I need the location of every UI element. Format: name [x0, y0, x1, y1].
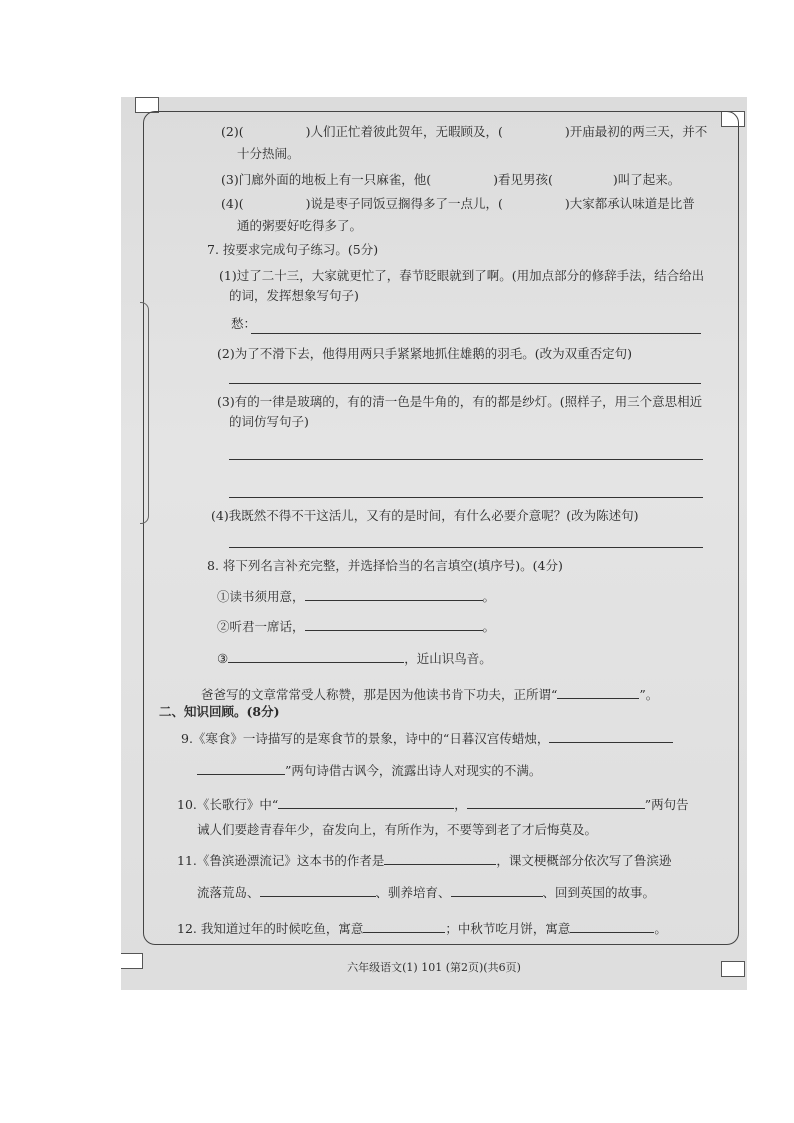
q7-s2-answer-line[interactable] — [229, 383, 701, 384]
q12: 12. 我知道过年的时候吃鱼，寓意 ；中秋节吃月饼，寓意 。 — [177, 921, 667, 936]
q6-item3: (3)门廊外面的地板上有一只麻雀，他( )看见男孩( )叫了起来。 — [221, 172, 681, 187]
q9-line1: 9.《寒食》一诗描写的是寒食节的景象，诗中的“日暮汉宫传蜡烛， — [181, 729, 673, 748]
section-2-title: 二、知识回顾。(8分) — [159, 704, 280, 719]
q6-item4-line2: 通的粥要好吃得多了。 — [237, 218, 363, 233]
q7-s3-answer-line-2[interactable] — [229, 497, 703, 498]
q7-s1-line1: (1)过了二十三，大家就更忙了，春节眨眼就到了啊。(用加点部分的修辞手法，结合给出 — [219, 268, 705, 283]
q8-title: 8. 将下列名言补充完整，并选择恰当的名言填空(填序号)。(4分) — [207, 558, 563, 573]
q9-line2: ”两句诗借古讽今，流露出诗人对现实的不满。 — [197, 761, 541, 780]
content-frame — [143, 111, 739, 945]
q7-s1-label: 愁： — [231, 316, 257, 331]
q7-s1-answer-line[interactable] — [251, 333, 701, 334]
q7-s2: (2)为了不滑下去，他得用两只手紧紧地抓住雄鹅的羽毛。(改为双重否定句) — [217, 346, 632, 361]
page-footer: 六年级语文(1) 101 (第2页)(共6页) — [347, 961, 521, 974]
q10-line1: 10.《长歌行》中“ ， ”两句告 — [177, 797, 689, 812]
q8-item3: ③ ，近山识鸟音。 — [217, 651, 492, 666]
q10-line2: 诫人们要趁青春年少，奋发向上，有所作为，不要等到老了才后悔莫及。 — [197, 822, 598, 837]
binding-notch — [140, 302, 149, 524]
q11-line1: 11.《鲁滨逊漂流记》这本书的作者是 ，课文梗概部分依次写了鲁滨逊 — [177, 853, 672, 868]
q8-item2: ②听君一席话， 。 — [217, 619, 496, 634]
q8-item1: ①读书须用意， 。 — [217, 589, 496, 604]
q7-s4-answer-line[interactable] — [229, 547, 703, 548]
q6-item2-line2: 十分热闹。 — [237, 146, 300, 161]
q8-fill: 爸爸写的文章常常受人称赞，那是因为他读书肯下功夫，正所谓“ ”。 — [201, 687, 659, 702]
q7-s3-line2: 的词仿写句子) — [229, 414, 309, 429]
q11-line2: 流落荒岛、 、驯养培育、 、回到英国的故事。 — [197, 885, 656, 900]
q7-s3-line1: (3)有的一律是玻璃的，有的清一色是牛角的，有的都是纱灯。(照样子，用三个意思相近 — [217, 394, 703, 409]
q7-s4: (4)我既然不得不干这活儿，又有的是时间，有什么必要介意呢？(改为陈述句) — [211, 508, 639, 523]
q6-item4-line1: (4)( )说是枣子同饭豆搁得多了一点儿，( )大家都承认味道是比普 — [221, 196, 695, 211]
q7-s3-answer-line-1[interactable] — [229, 459, 703, 460]
q7-s1-line2: 的词，发挥想象写句子) — [229, 288, 359, 303]
q6-item2-line1: (2)( )人们正忙着彼此贺年，无暇顾及，( )开庙最初的两三天，并不 — [221, 124, 708, 139]
q7-title: 7. 按要求完成句子练习。(5分) — [207, 242, 379, 257]
exam-sheet — [121, 97, 747, 990]
